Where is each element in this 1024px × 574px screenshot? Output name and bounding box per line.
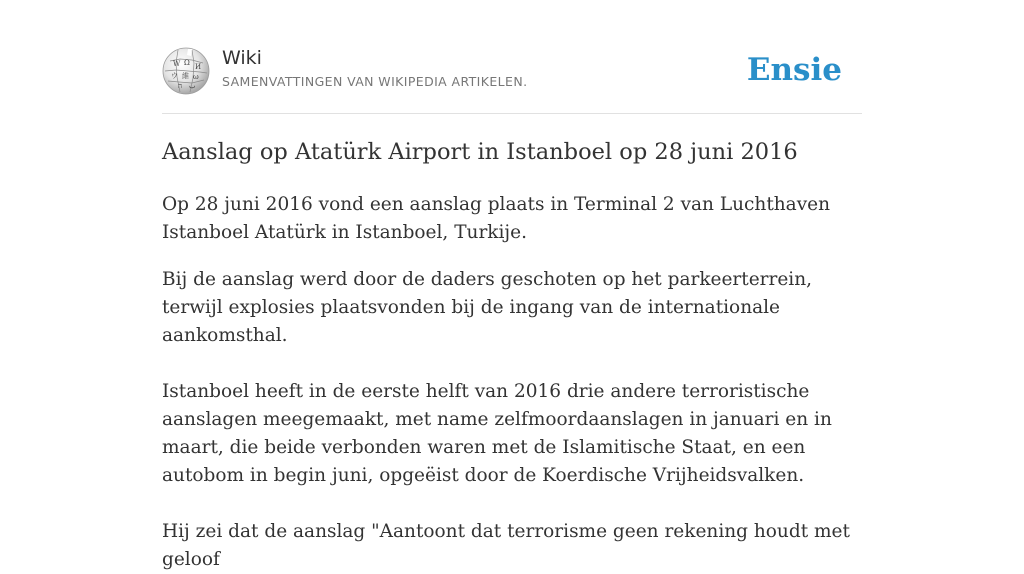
article-paragraph: Istanboel heeft in de eerste helft van 2016 drie andere terroristische aanslagen meegemaakt, met name zelfmoordaanslagen in januari en in maart, die beide verbonden waren met de Islamitische Staat, en een autobom in begin juni, opgeëist door de Koerdische Vrijheidsvalken. xyxy=(162,381,832,486)
svg-text:ウ: ウ xyxy=(171,72,178,80)
article-paragraph: Hij zei dat de aanslag "Aantoont dat terrorisme geen rekening houdt met geloof xyxy=(162,521,850,570)
svg-text:Ω: Ω xyxy=(184,59,190,67)
svg-text:維: 維 xyxy=(182,72,189,80)
article xyxy=(162,136,862,574)
article-title: Aanslag op Atatürk Airport in Istanboel op 28 juni 2016 xyxy=(162,139,798,165)
svg-text:И: И xyxy=(195,63,202,71)
wikipedia-globe-icon[interactable] xyxy=(162,47,210,95)
svg-text:ω: ω xyxy=(193,73,199,81)
site-header xyxy=(162,45,862,101)
article-paragraph: Bij de aanslag werd door de daders geschoten op het parkeerterrein, terwijl explosies plaatsvonden bij de ingang van de internationale aankomsthal. xyxy=(162,269,812,346)
brand-logo-link[interactable]: Ensie xyxy=(746,52,842,88)
svg-text:ب: ب xyxy=(189,82,196,90)
header-divider xyxy=(162,113,862,114)
svg-text:W: W xyxy=(173,60,181,68)
article-paragraph: Op 28 juni 2016 vond een aanslag plaats in Terminal 2 van Luchthaven Istanboel Atatürk in Istanboel, Turkije. xyxy=(162,194,831,243)
svg-text:ה: ה xyxy=(178,82,183,90)
site-title[interactable]: Wiki xyxy=(222,47,262,69)
site-subtitle: SAMENVATTINGEN VAN WIKIPEDIA ARTIKELEN. xyxy=(222,74,528,89)
